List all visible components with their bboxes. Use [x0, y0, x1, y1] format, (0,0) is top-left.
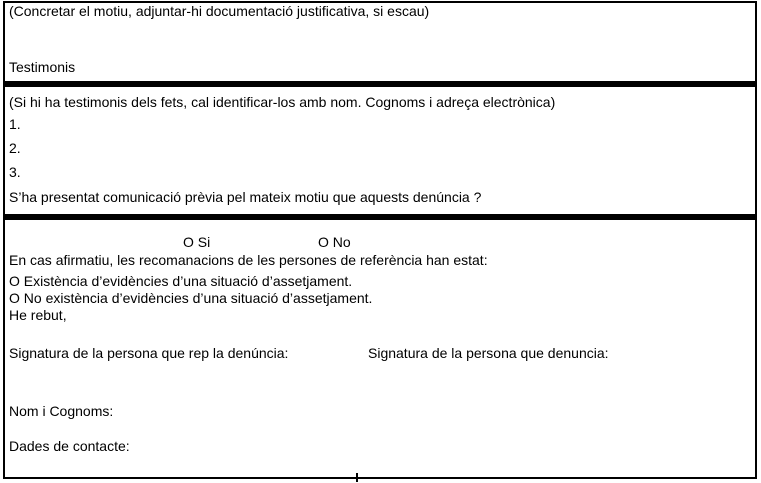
section-divider-2 [5, 214, 755, 220]
signature-receiver-label: Signatura de la persona que rep la denúncia: [9, 345, 289, 361]
motiu-instruction: (Concretar el motiu, adjuntar-hi documentació justificativa, si escau) [9, 3, 430, 19]
contact-label: Dades de contacte: [9, 438, 130, 454]
receipt-label: He rebut, [9, 307, 67, 323]
radio-option-evidence[interactable]: O Existència d’evidències d’una situació d’assetjament. [9, 273, 353, 289]
section-divider-1 [5, 81, 755, 87]
testimonis-instruction: (Si hi ha testimonis dels fets, cal identificar-los amb nom. Cognoms i adreça electrònica) [9, 94, 556, 110]
radio-option-no[interactable]: O No [318, 234, 351, 250]
previous-communication-question: S’ha presentat comunicació prèvia pel mateix motiu que aquests denúncia ? [9, 189, 482, 205]
signature-complainant-label: Signatura de la persona que denuncia: [368, 345, 609, 361]
testimonis-heading: Testimonis [9, 59, 76, 75]
name-label: Nom i Cognoms: [9, 403, 114, 419]
witness-line-3[interactable]: 3. [9, 164, 21, 180]
bottom-cell-divider-tick [356, 473, 358, 482]
form-sheet-border [3, 1, 757, 479]
witness-line-2[interactable]: 2. [9, 140, 21, 156]
radio-option-si[interactable]: O Si [183, 234, 211, 250]
affirmative-intro: En cas afirmatiu, les recomanacions de les persones de referència han estat: [9, 252, 488, 268]
radio-option-no-evidence[interactable]: O No existència d’evidències d’una situació d’assetjament. [9, 290, 373, 306]
witness-line-1[interactable]: 1. [9, 116, 21, 132]
